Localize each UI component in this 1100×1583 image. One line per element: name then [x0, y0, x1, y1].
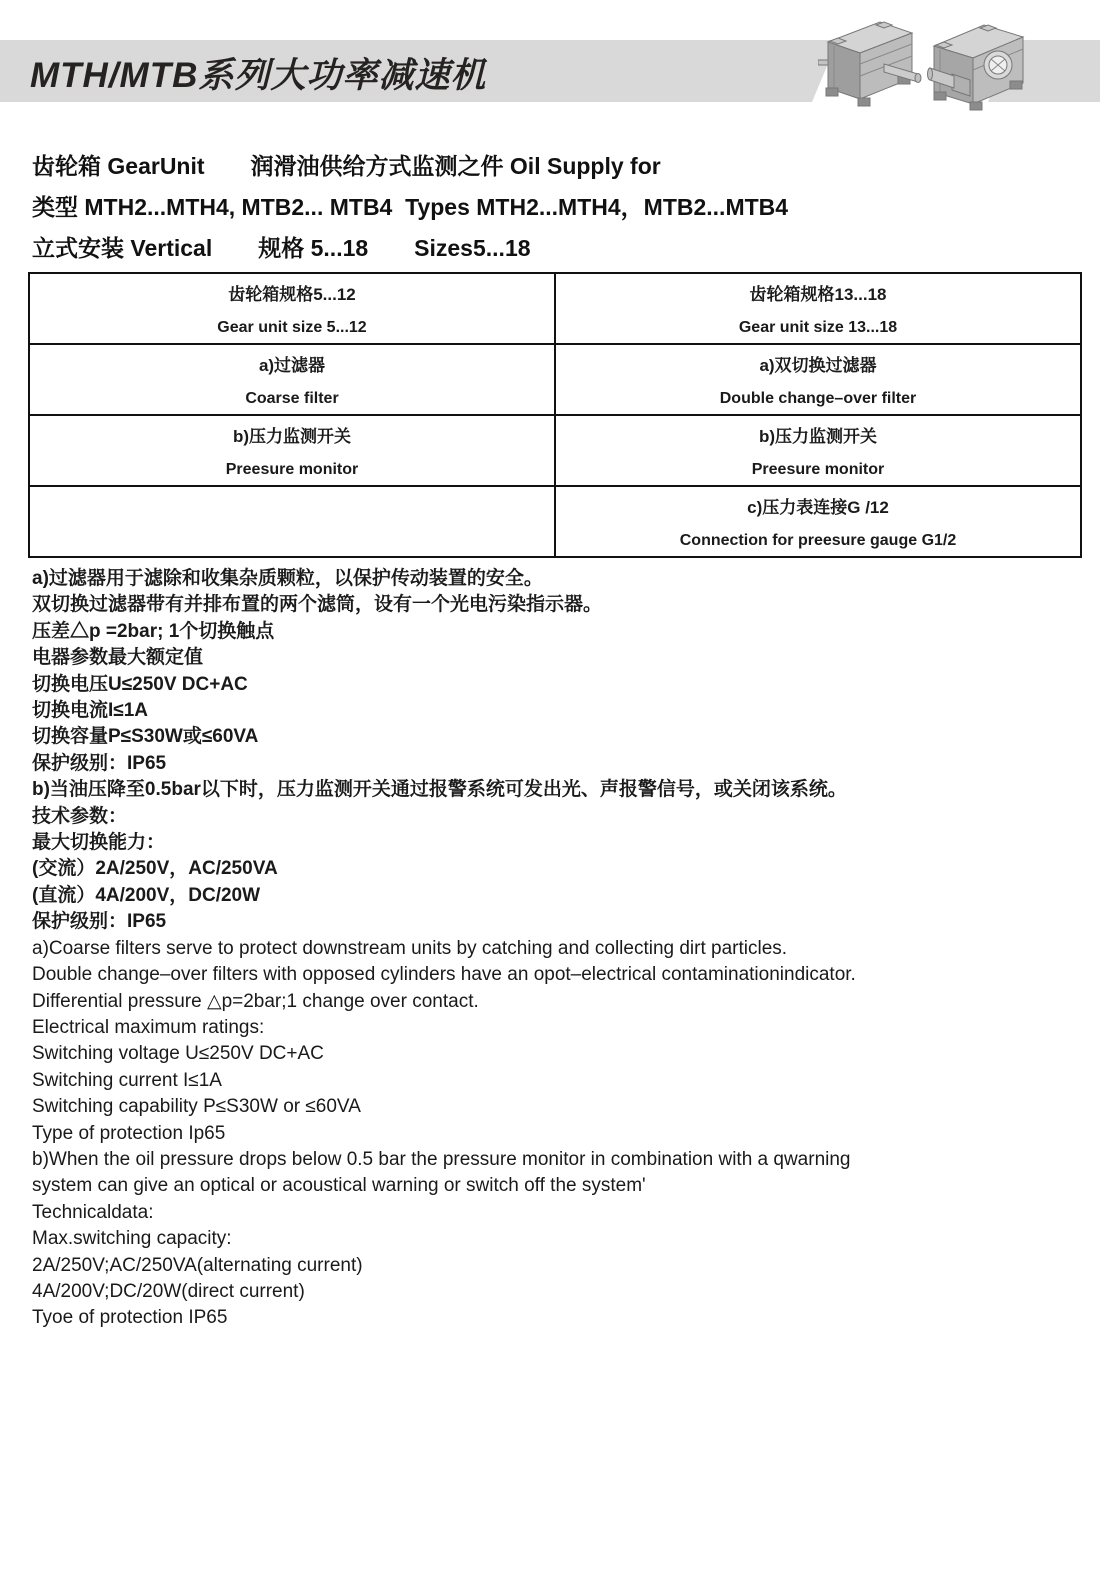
table-row [29, 273, 1081, 344]
body-line: a)Coarse filters serve to protect downstream units by catching and collecting dirt particles. [32, 937, 788, 959]
cell-size-13-18 [555, 273, 1081, 344]
cell-double-changeover-filter [555, 344, 1081, 415]
body-line: Double change–over filters with opposed cylinders have an opot–electrical contaminationindicator. [32, 964, 856, 986]
cell-en-text: Gear unit size 5...12 [217, 319, 367, 336]
table-row [29, 344, 1081, 415]
body-line: (交流）2A/250V，AC/250VA [32, 858, 278, 880]
body-line: Technicaldata: [32, 1201, 154, 1223]
body-line: a)过滤器用于滤除和收集杂质颗粒，以保护传动装置的安全。 [32, 568, 543, 589]
gearbox-with-port-image [928, 25, 1024, 110]
page-title: MTH/MTB系列大功率减速机 [30, 56, 487, 95]
body-line: Switching current I≤1A [32, 1069, 222, 1091]
cell-empty [29, 486, 555, 557]
cell-cn-text: c)压力表连接G /12 [747, 498, 889, 517]
body-line: 切换电压U≤250V DC+AC [32, 673, 248, 695]
body-line: (直流）4A/200V，DC/20W [32, 884, 261, 906]
body-line: 最大切换能力： [32, 832, 166, 854]
cell-size-5-12 [29, 273, 555, 344]
body-line: 保护级别：IP65 [32, 752, 167, 774]
cell-cn-text: 齿轮箱规格13...18 [749, 285, 887, 304]
body-line: 2A/250V;AC/250VA(alternating current) [32, 1254, 363, 1276]
body-line: Tyoe of protection IP65 [32, 1307, 228, 1329]
body-text [32, 566, 1082, 1332]
gearbox-illustrations-svg [818, 12, 1030, 112]
cell-en-text [34, 529, 550, 545]
body-line: 电器参数最大额定值 [32, 647, 204, 669]
body-line: 切换容量P≤S30W或≤60VA [32, 726, 259, 748]
body-line: Differential pressure △p=2bar;1 change over contact. [32, 990, 479, 1012]
table-row [29, 415, 1081, 486]
heading-line-3: 立式安装 Vertical 规格 5...18 Sizes5...18 [32, 235, 531, 261]
body-line: 技术参数： [32, 805, 128, 827]
cell-en-text: Preesure monitor [225, 461, 359, 478]
body-line: Switching voltage U≤250V DC+AC [32, 1043, 324, 1065]
body-line: Switching capability P≤S30W or ≤60VA [32, 1096, 361, 1118]
cell-cn-text: a)双切换过滤器 [759, 356, 877, 375]
cell-cn-text: a)过滤器 [258, 356, 326, 375]
cell-pressure-monitor-right [555, 415, 1081, 486]
cell-gauge-connection [555, 486, 1081, 557]
body-line: b)When the oil pressure drops below 0.5 bar the pressure monitor in combination with a qwarning [32, 1148, 851, 1170]
cell-en-text: Connection for preesure gauge G1/2 [679, 532, 957, 549]
heading-line-2: 类型 MTH2...MTH4, MTB2... MTB4 Types MTH2...MTH4，MTB2...MTB4 [32, 194, 789, 220]
section-heading [32, 146, 1072, 269]
body-line: Max.switching capacity: [32, 1228, 232, 1250]
cell-cn-text [34, 498, 550, 515]
body-line: Electrical maximum ratings: [32, 1016, 265, 1038]
cell-en-text: Preesure monitor [751, 461, 885, 478]
cell-en-text: Gear unit size 13...18 [738, 319, 898, 336]
body-line: 4A/200V;DC/20W(direct current) [32, 1280, 305, 1302]
body-line: system can give an optical or acoustical warning or switch off the system' [32, 1175, 646, 1197]
body-line: b)当油压降至0.5bar以下时，压力监测开关通过报警系统可发出光、声报警信号，或关闭该系统。 [32, 779, 847, 801]
body-line: Type of protection Ip65 [32, 1122, 226, 1144]
cell-cn-text: b)压力监测开关 [232, 427, 352, 446]
cell-pressure-monitor-left [29, 415, 555, 486]
cell-en-text: Double change–over filter [719, 390, 917, 407]
table-row [29, 486, 1081, 557]
cell-en-text: Coarse filter [245, 390, 339, 407]
gearbox-images [818, 12, 1030, 112]
cell-coarse-filter [29, 344, 555, 415]
cell-cn-text: b)压力监测开关 [758, 427, 878, 446]
body-line: 保护级别：IP65 [32, 911, 167, 933]
cell-cn-text: 齿轮箱规格5...12 [228, 285, 356, 304]
gearbox-horizontal-image [818, 22, 921, 106]
oil-supply-table [28, 272, 1082, 558]
body-line: 切换电流I≤1A [32, 700, 148, 722]
body-line: 压差△p =2bar; 1个切换触点 [32, 620, 275, 642]
heading-line-1: 齿轮箱 GearUnit 润滑油供给方式监测之件 Oil Supply for [32, 153, 661, 179]
body-line: 双切换过滤器带有并排布置的两个滤筒，设有一个光电污染指示器。 [32, 594, 603, 616]
